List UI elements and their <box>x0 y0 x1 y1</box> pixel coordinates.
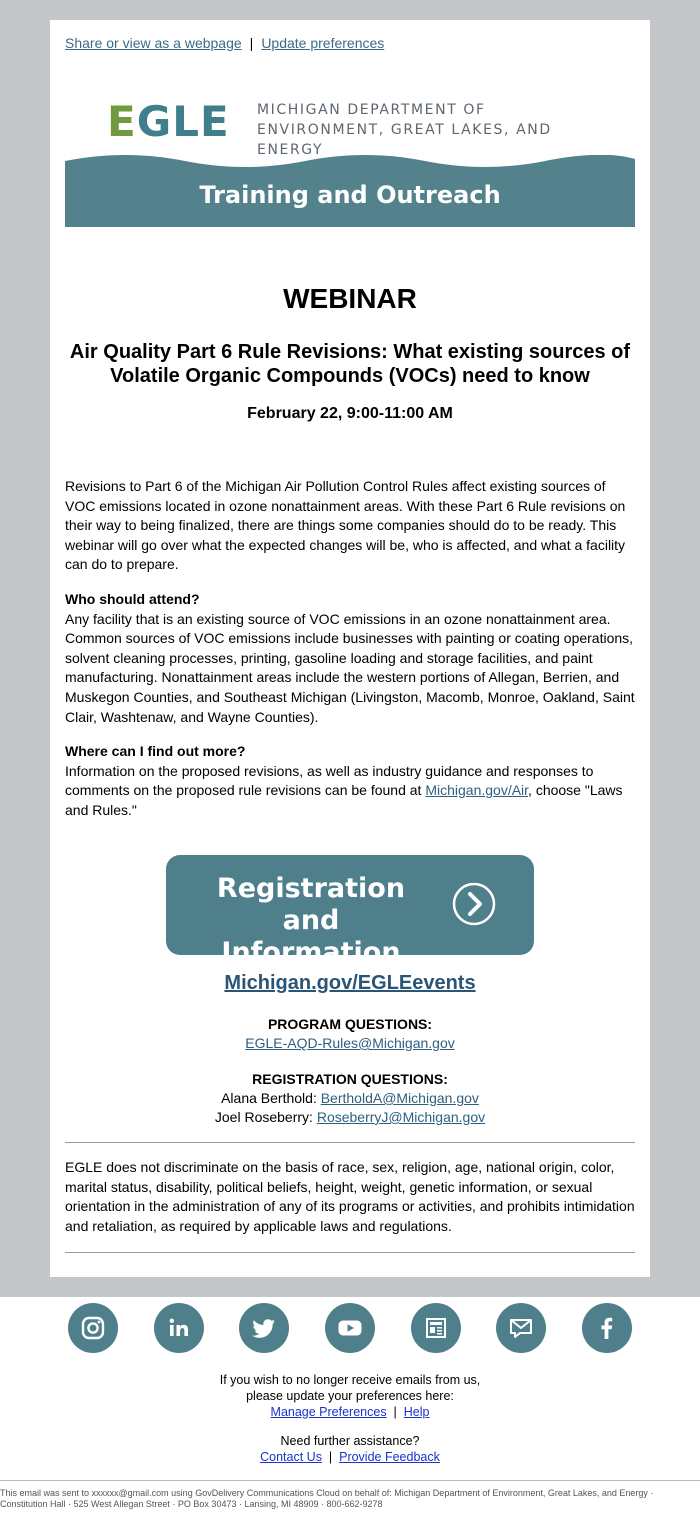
assistance-block <box>0 1433 700 1465</box>
more-heading: Where can I find out more? <box>65 743 246 759</box>
event-kind: WEBINAR <box>283 283 417 314</box>
roseberry-email-link[interactable]: RoseberryJ@Michigan.gov <box>316 1109 486 1125</box>
header-separator: | <box>249 35 254 51</box>
footer-divider <box>0 1480 700 1481</box>
unsub-line2: please update your preferences here: <box>246 1389 454 1403</box>
help-link[interactable]: Help <box>403 1405 430 1419</box>
registration-questions <box>50 1070 650 1127</box>
contact-us-link[interactable]: Contact Us <box>260 1450 322 1464</box>
department-name: MICHIGAN DEPARTMENT OF ENVIRONMENT, GREAT LAKES, AND ENERGY <box>257 102 552 158</box>
provide-feedback-link[interactable]: Provide Feedback <box>339 1450 440 1464</box>
footer-separator: | <box>328 1450 333 1464</box>
registration-questions-heading: REGISTRATION QUESTIONS: <box>252 1071 448 1087</box>
email-icon[interactable] <box>496 1303 546 1353</box>
events-link-row <box>50 972 650 995</box>
email-card <box>50 20 650 1277</box>
registration-button-label: Registration and Information <box>216 873 406 968</box>
contact-name: Joel Roseberry: <box>214 1109 317 1125</box>
header-links <box>65 35 384 51</box>
berthold-email-link[interactable]: BertholdA@Michigan.gov <box>320 1090 479 1106</box>
training-banner <box>65 155 635 227</box>
instagram-icon[interactable] <box>68 1303 118 1353</box>
michigan-air-link[interactable]: Michigan.gov/Air <box>425 782 529 799</box>
email-footer <box>0 1297 700 1513</box>
program-questions-heading: PROGRAM QUESTIONS: <box>267 1016 433 1032</box>
egle-logo <box>107 98 607 158</box>
attend-section <box>65 590 637 727</box>
twitter-icon[interactable] <box>239 1303 289 1353</box>
program-questions <box>50 1015 650 1053</box>
share-webpage-link[interactable]: Share or view as a webpage <box>65 35 242 51</box>
contact-name: Alana Berthold: <box>221 1090 321 1106</box>
fine-print: This email was sent to xxxxxx@gmail.com using GovDelivery Communications Cloud on behalf of: Michigan Department of Environment, Great Lakes, and Energy · Constitution Hall · 525 West Allegan Street · PO Box 30473 · Lansing, MI 48909 · 800-662-9278 <box>0 1488 654 1509</box>
assist-text: Need further assistance? <box>280 1434 420 1448</box>
more-text-end: , choose "Laws and Rules." <box>65 782 623 818</box>
divider <box>65 1252 635 1253</box>
egle-wordmark: EGLE <box>107 97 230 146</box>
divider <box>65 1142 635 1143</box>
program-email-link[interactable]: EGLE-AQD-Rules@Michigan.gov <box>245 1035 455 1051</box>
news-icon[interactable] <box>411 1303 461 1353</box>
more-section <box>65 742 637 820</box>
youtube-icon[interactable] <box>325 1303 375 1353</box>
banner-title: Training and Outreach <box>199 181 501 209</box>
unsub-line1: If you wish to no longer receive emails from us, <box>219 1373 481 1387</box>
attend-text: Any facility that is an existing source of VOC emissions in an ozone nonattainment area. Common sources of VOC emissions include businesses with painting or coating operations, solvent cleaning processes, printing, gasoline loading and storage facilities, and paint manufacturing. Nonattainment areas include the western portions of Allegan, Berrien, and Muskegon Counties, and Southeast Michigan (Livingston, Macomb, Monroe, Oakland, Saint Clair, Washtenaw, and Wayne Counties). <box>65 610 635 725</box>
linkedin-icon[interactable] <box>154 1303 204 1353</box>
arrow-circle-icon <box>452 882 496 926</box>
attend-heading: Who should attend? <box>65 591 200 607</box>
unsubscribe-block <box>0 1372 700 1420</box>
more-text: Information on the proposed revisions, as well as industry guidance and responses to comments on the proposed rule revisions can be found at <box>65 762 594 799</box>
manage-preferences-link[interactable]: Manage Preferences <box>270 1405 387 1419</box>
update-preferences-link[interactable]: Update preferences <box>261 35 385 51</box>
egle-events-link[interactable]: Michigan.gov/EGLEevents <box>224 972 476 994</box>
registration-button[interactable] <box>166 855 534 968</box>
event-title: Air Quality Part 6 Rule Revisions: What existing sources of Volatile Organic Compounds (VOCs) need to know <box>69 341 631 387</box>
footer-separator: | <box>393 1405 397 1419</box>
intro-paragraph: Revisions to Part 6 of the Michigan Air Pollution Control Rules affect existing sources of VOC emissions located in ozone nonattainment areas. With these Part 6 Rule revisions on their way to being finalized, there are things some companies should do to be ready. This webinar will go over what the expected changes will be, who is affected, and what a facility can do to prepare. <box>65 478 626 573</box>
event-date: February 22, 9:00-11:00 AM <box>247 405 453 422</box>
nondiscrimination-statement: EGLE does not discriminate on the basis of race, sex, religion, age, national origin, color, marital status, disability, political beliefs, height, weight, genetic information, or sexual orientation in the administration of any of its programs or activities, and prohibits intimidation and retaliation, as required by applicable laws and regulations. <box>65 1159 635 1234</box>
facebook-icon[interactable] <box>582 1303 632 1353</box>
